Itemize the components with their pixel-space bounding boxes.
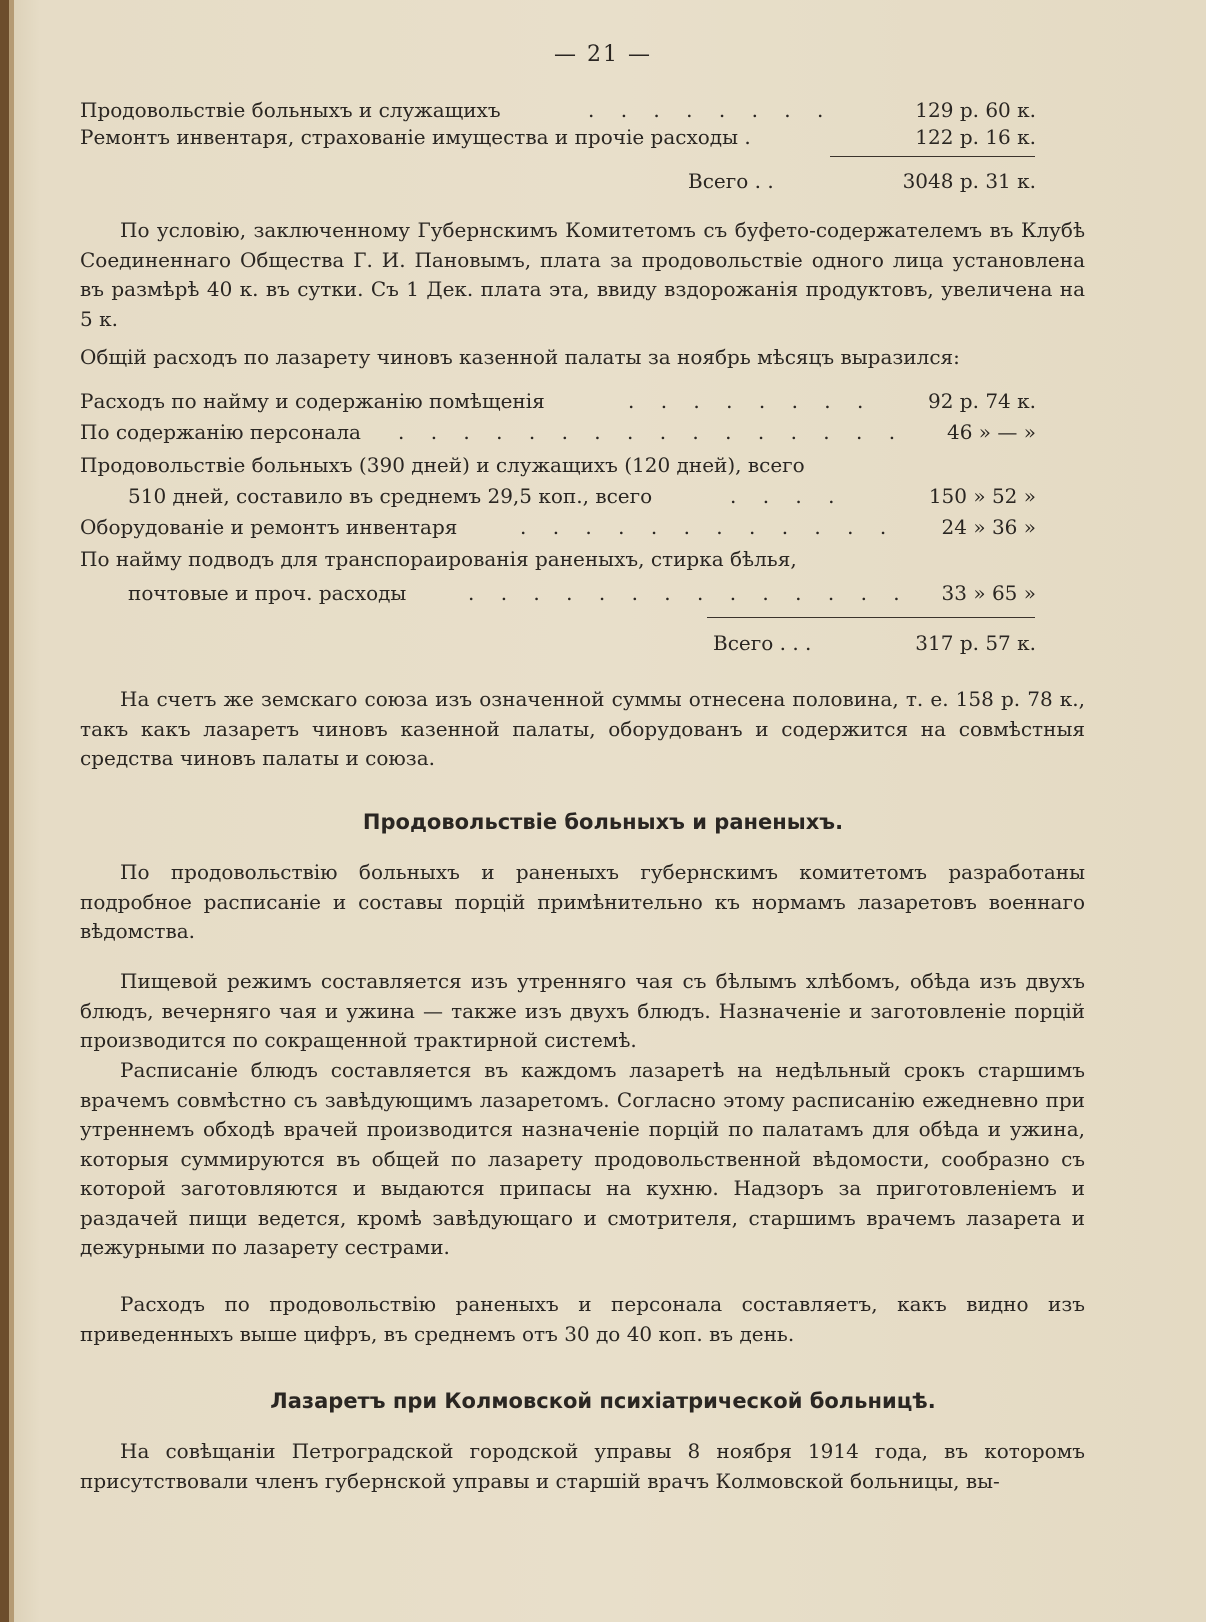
table2-row-dots: . . . .: [730, 484, 845, 508]
table2-row-label: По найму подводъ для транспорaированія раненыхъ, стирка бѣлья,: [80, 547, 797, 571]
table2-row-label: Оборудованіе и ремонтъ инвентаря: [80, 515, 458, 539]
table2-row-amount: 33 » 65 »: [941, 581, 1036, 605]
table1-row-label: Ремонтъ инвентаря, страхованіе имущества и прочіе расходы .: [80, 125, 751, 149]
section-heading-nutrition: Продовольствіе больныхъ и раненыхъ.: [362, 810, 844, 834]
table2-row-dots: . . . . . . . . . . . . . . . .: [398, 420, 906, 444]
paragraph-petrograd-meeting: На совѣщаніи Петроградской городской управы 8 ноября 1914 года, въ которомъ присутствовали членъ губернской управы и старшій врачъ Колмовской больницы, вы-: [80, 1439, 1085, 1493]
table2-row-label: Продовольствіе больныхъ (390 дней) и служащихъ (120 дней), всего: [80, 453, 805, 477]
table2-row-dots: . . . . . . . . . . . . . .: [468, 581, 910, 605]
table2-row-dots: . . . . . . . . . . . .: [520, 515, 897, 539]
sum-rule: [707, 617, 1035, 618]
page-number: — 21 —: [554, 42, 652, 67]
table1-row-dots: . . . . . . . .: [588, 98, 834, 122]
table2-row-amount: 24 » 36 »: [941, 515, 1036, 539]
table1-row-amount: 129 р. 60 к.: [915, 98, 1036, 122]
table2-row-amount: 92 р. 74 к.: [928, 389, 1036, 413]
table2-row-label: 510 дней, составило въ среднемъ 29,5 коп., всего: [128, 484, 653, 508]
table1-total-amount: 3048 р. 31 к.: [902, 169, 1036, 193]
paragraph-total-expense: Общій расходъ по лазарету чиновъ казенной палаты за ноябрь мѣсяцъ выразился:: [80, 345, 960, 369]
table2-row-amount: 46 » — »: [947, 420, 1036, 444]
table2-row-label: По содержанію персонала: [80, 420, 361, 444]
table1-total-label: Всего . .: [688, 169, 774, 193]
sum-rule: [830, 156, 1035, 157]
paragraph-nutrition-schedule: По продовольствію больныхъ и раненыхъ губернскимъ комитетомъ разработаны подробное расписаніе и составы порцій примѣнительно къ нормамъ лазаретовъ военнаго вѣдомства.: [80, 860, 1085, 943]
paragraph-menu-planning: Расписаніе блюдъ составляется въ каждомъ лазаретѣ на недѣльный срокъ старшимъ врачемъ совмѣстно съ завѣдующимъ лазаретомъ. Согласно этому расписанію ежедневно при утреннемъ обходѣ врачей производится назначеніе порцій по палатамъ для обѣда и ужина, которыя суммируются въ общей по лазарету продовольственной вѣдомости, сообразно съ которой заготовляются и выдаются припасы на кухню. Надзоръ за приготовленіемъ и раздачей пищи ведется, кромѣ завѣдующаго и смотрителя, старшимъ врачемъ лазарета и дежурными по лазарету сестрами.: [80, 1058, 1085, 1259]
table1-row-amount: 122 р. 16 к.: [915, 125, 1036, 149]
table2-total-amount: 317 р. 57 к.: [915, 631, 1036, 655]
paragraph-nutrition-cost: Расходъ по продовольствію раненыхъ и персонала составляетъ, какъ видно изъ приведенныхъ выше цифръ, въ среднемъ отъ 30 до 40 коп. въ день.: [80, 1292, 1085, 1346]
table2-row-dots: . . . . . . . .: [628, 389, 874, 413]
table2-row-label: почтовые и проч. расходы: [128, 581, 407, 605]
paragraph-zemstvo-share: На счетъ же земскаго союза изъ означенной суммы отнесена половина, т. е. 158 р. 78 к., такъ какъ лазаретъ чиновъ казенной палаты, оборудованъ и содержится на совмѣстныя средства чиновъ палаты и союза.: [80, 687, 1085, 770]
table2-total-label: Всего . . .: [713, 631, 812, 655]
section-heading-kolmovo-hospital: Лазаретъ при Колмовской психіатрической больницѣ.: [270, 1389, 936, 1413]
paragraph-food-regime: Пищевой режимъ составляется изъ утренняго чая съ бѣлымъ хлѣбомъ, обѣда изъ двухъ блюдъ, вечерняго чая и ужина — также изъ двухъ блюдъ. Назначеніе и заготовленіе порцій производится по сокращенной трактирной системѣ.: [80, 969, 1085, 1052]
table2-row-amount: 150 » 52 »: [928, 484, 1036, 508]
paragraph-buffet-contract: По условію, заключенному Губернскимъ Комитетомъ съ буфето-содержателемъ въ Клубѣ Соединеннаго Общества Г. И. Пановымъ, плата за продовольствіе одного лица установлена въ размѣрѣ 40 к. въ сутки. Съ 1 Дек. плата эта, ввиду вздорожанія продуктовъ, увеличена на 5 к.: [80, 218, 1085, 331]
table1-row-label: Продовольствіе больныхъ и служащихъ: [80, 98, 501, 122]
table2-row-label: Расходъ по найму и содержанію помѣщенія: [80, 389, 545, 413]
